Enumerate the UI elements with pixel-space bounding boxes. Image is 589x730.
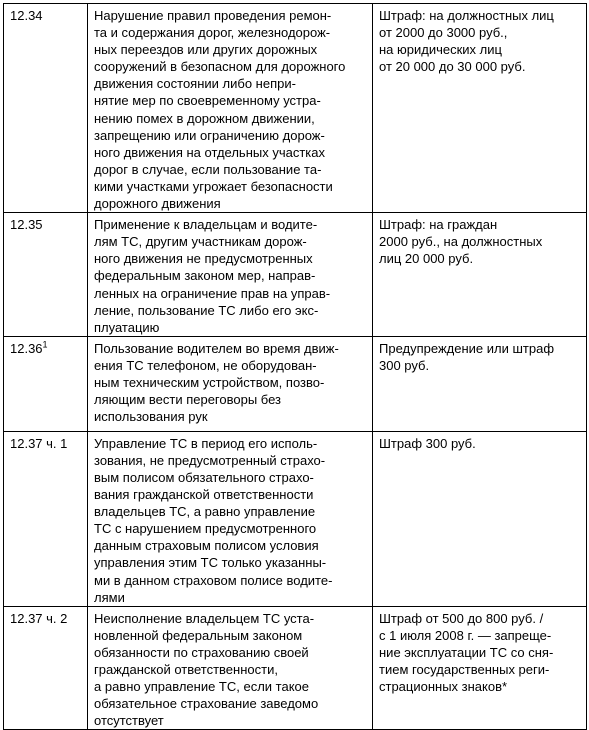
violation-text: Применение к владельцам и водите- лям ТС, другим участникам дорож- ного движения не предусмотренных федеральным законом мер, направ- ленных на ограничение прав на управ- ление, пользование ТС либо его экс- плуатацию bbox=[94, 217, 331, 335]
article-cell bbox=[4, 4, 88, 213]
article-footnote: 1 bbox=[42, 339, 48, 350]
fines-table bbox=[3, 3, 587, 730]
table-row bbox=[4, 4, 587, 213]
penalty-cell bbox=[373, 336, 587, 431]
article-cell bbox=[4, 431, 88, 606]
article-number: 12.37 ч. 1 bbox=[10, 435, 68, 451]
penalty-cell bbox=[373, 431, 587, 606]
violation-cell bbox=[88, 213, 373, 337]
penalty-text: Штраф 300 руб. bbox=[379, 435, 476, 451]
table-row bbox=[4, 213, 587, 337]
fines-table-body bbox=[4, 4, 587, 730]
penalty-text: Штраф от 500 до 800 руб. / с 1 июля 2008 г. — запреще- ние эксплуатации ТС со сня- тием государственных реги- страционных знаков* bbox=[379, 610, 554, 695]
penalty-cell bbox=[373, 4, 587, 213]
violation-text: Неисполнение владельцем ТС уста- новленной федеральным законом обязанности по страхованию своей гражданской ответственности, а равно управление ТС, если такое обязательное страхование заведомо отсутствует bbox=[94, 610, 319, 729]
article-cell bbox=[4, 213, 88, 337]
article-number: 12.36 bbox=[10, 340, 43, 356]
article-number: 12.34 bbox=[10, 8, 43, 23]
article-cell bbox=[4, 606, 88, 730]
violation-text: Управление ТС в период его исполь- зования, не предусмотренный страхо- вым полисом обязательного страхо- вания гражданской ответственности владельцев ТС, а равно управление ТС с нарушением предусмотренного данным страховым полисом условия управления этим ТС только указанны- ми в данном страховом полисе водите- лями bbox=[94, 435, 333, 605]
penalty-text: Штраф: на должностных лиц от 2000 до 3000 руб., на юридических лиц от 20 000 до 30 000 руб. bbox=[379, 8, 554, 75]
table-row bbox=[4, 336, 587, 431]
violation-text: Нарушение правил проведения ремон- та и содержания дорог, железнодорож- ных переездов или других дорожных сооружений в безопасном для дорожного движения состоянии либо непри- нятие мер по своевременному устра- нению помех в дорожном движении, запрещению или ограничению дорож- ного движения на отдельных участках дорог в случае, если пользование та- кими участками угрожает безопасности дорожного движения bbox=[94, 8, 346, 212]
penalty-text: Штраф: на граждан 2000 руб., на должностных лиц 20 000 руб. bbox=[379, 217, 543, 267]
penalty-text: Предупреждение или штраф 300 руб. bbox=[379, 340, 555, 373]
article-number: 12.35 bbox=[10, 217, 43, 233]
violation-cell bbox=[88, 4, 373, 213]
article-cell bbox=[4, 336, 88, 431]
violation-cell bbox=[88, 431, 373, 606]
table-row bbox=[4, 431, 587, 606]
penalty-cell bbox=[373, 213, 587, 337]
violation-text: Пользование водителем во время движ- ения ТС телефоном, не оборудован- ным техническим устройством, позво- ляющим вести переговоры без использования рук bbox=[94, 340, 339, 425]
violation-cell bbox=[88, 336, 373, 431]
violation-cell bbox=[88, 606, 373, 730]
penalty-cell bbox=[373, 606, 587, 730]
article-number: 12.37 ч. 2 bbox=[10, 610, 68, 626]
table-row bbox=[4, 606, 587, 730]
